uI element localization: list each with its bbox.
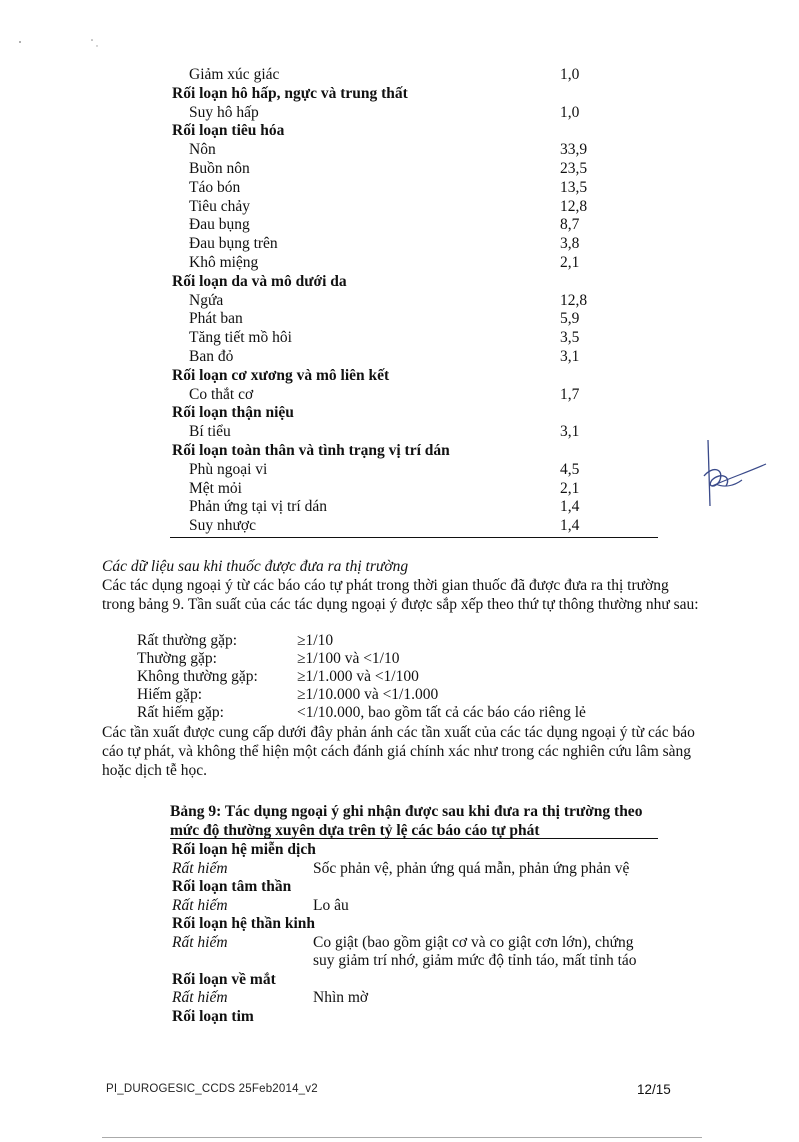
table-row <box>170 860 660 879</box>
frequency-label: Rất hiếm <box>172 859 228 877</box>
effect-label: Giảm xúc giác <box>189 66 280 83</box>
table-row <box>170 517 656 536</box>
frequency-label: Rất hiếm gặp: <box>137 704 224 721</box>
frequency-range: ≥1/100 và <1/10 <box>297 650 400 667</box>
category-heading: Rối loạn da và mô dưới da <box>172 272 347 290</box>
effect-label: Nôn <box>189 141 216 159</box>
effect-label: Suy nhược <box>189 517 256 535</box>
table-row <box>170 160 656 179</box>
frequency-label: Rất hiếm <box>172 933 228 951</box>
effect-frequency-value: 12,8 <box>560 291 588 309</box>
effect-frequency-value: 2,1 <box>560 479 580 497</box>
category-heading: Rối loạn về mắt <box>172 970 276 988</box>
effect-label: Đau bụng <box>189 216 250 234</box>
frequency-note-paragraph: Các tần xuất được cung cấp dưới đây phản ánh các tần xuất của các tác dụng ngoại ý từ các báo cáo tự phát, và không thể hiện một cách đánh giá chính xác như trong các nghiên cứu lâm sàng hoặc dịch tễ học. <box>102 724 695 779</box>
effect-frequency-value: 3,1 <box>560 423 580 441</box>
effect-description: Lo âu <box>313 896 349 914</box>
table-row <box>170 934 660 971</box>
frequency-label: Rất thường gặp: <box>137 632 238 649</box>
effect-label: Tiêu chảy <box>189 197 250 215</box>
effect-frequency-value: 1,0 <box>560 66 580 83</box>
post-marketing-title: Các dữ liệu sau khi thuốc được đưa ra thị trường <box>102 558 409 575</box>
category-heading: Rối loạn tim <box>172 1007 254 1025</box>
effect-description: Nhìn mờ <box>313 989 369 1006</box>
category-heading: Rối loạn tiêu hóa <box>172 122 285 140</box>
table-row <box>170 104 656 123</box>
scan-specks <box>14 30 114 60</box>
bottom-scan-edge <box>102 1137 702 1138</box>
frequency-range: <1/10.000, bao gồm tất cả các báo cáo riêng lẻ <box>297 704 586 721</box>
effect-label: Đau bụng trên <box>189 235 278 253</box>
effect-frequency-value: 13,5 <box>560 178 588 196</box>
post-marketing-paragraph: Các tác dụng ngoại ý từ các báo cáo tự phát trong thời gian thuốc đã được đưa ra thị trường trong bảng 9. Tần suất của các tác dụng ngoại ý được sắp xếp theo thứ tự thông thường như sau: <box>102 577 699 613</box>
category-heading: Rối loạn thận niệu <box>172 404 294 422</box>
frequency-range: ≥1/10.000 và <1/1.000 <box>297 686 439 703</box>
table-row <box>170 216 656 235</box>
effect-label: Táo bón <box>189 178 241 196</box>
effect-label: Ban đỏ <box>189 347 234 365</box>
category-heading: Rối loạn hệ thần kinh <box>172 915 315 932</box>
effect-label: Tăng tiết mồ hôi <box>189 329 292 347</box>
category-heading: Rối loạn cơ xương và mô liên kết <box>172 366 390 384</box>
frequency-label: Thường gặp: <box>137 650 217 667</box>
effect-frequency-value: 12,8 <box>560 197 588 215</box>
frequency-label: Rất hiếm <box>172 989 228 1006</box>
table-row <box>170 329 656 348</box>
effect-label: Ngứa <box>189 291 224 309</box>
table-row <box>170 386 656 405</box>
effect-frequency-value: 3,5 <box>560 329 580 347</box>
effect-frequency-value: 4,5 <box>560 460 580 478</box>
category-heading: Rối loạn hô hấp, ngực và trung thất <box>172 84 408 102</box>
table-row <box>170 310 656 329</box>
table-row <box>170 498 656 517</box>
category-heading: Rối loạn toàn thân và tình trạng vị trí dán <box>172 441 450 459</box>
effect-label: Suy hô hấp <box>189 103 259 121</box>
effect-frequency-value: 5,9 <box>560 310 580 328</box>
table-9-caption: Bảng 9: Tác dụng ngoại ý ghi nhận được sau khi đưa ra thị trường theo mức độ thường xuyên dựa trên tỷ lệ các báo cáo tự phát <box>170 803 643 839</box>
table-row <box>170 989 660 1008</box>
frequency-label: Hiếm gặp: <box>137 686 202 703</box>
table-row <box>170 423 656 442</box>
table-row <box>170 179 656 198</box>
effect-label: Phù ngoại vi <box>189 460 268 478</box>
effect-frequency-value: 3,1 <box>560 347 580 365</box>
adverse-effects-table-8 <box>170 66 656 538</box>
table-row <box>170 348 656 367</box>
category-heading: Rối loạn tâm thần <box>172 878 292 895</box>
table-row <box>170 461 656 480</box>
effect-label: Mệt mỏi <box>189 479 242 497</box>
footer-document-id: PI_DUROGESIC_CCDS 25Feb2014_v2 <box>106 1083 318 1095</box>
effect-label: Bí tiểu <box>189 423 231 441</box>
table-row <box>170 897 660 916</box>
effect-frequency-value: 2,1 <box>560 253 580 271</box>
frequency-label: Không thường gặp: <box>137 668 258 685</box>
category-heading: Rối loạn hệ miễn dịch <box>172 841 316 858</box>
effect-frequency-value: 3,8 <box>560 235 580 253</box>
handwritten-signature <box>690 436 770 514</box>
effect-label: Buồn nôn <box>189 159 250 177</box>
table-row <box>170 254 656 273</box>
effect-frequency-value: 1,0 <box>560 103 580 121</box>
frequency-range: ≥1/1.000 và <1/100 <box>297 668 419 685</box>
frequency-range: ≥1/10 <box>297 632 334 649</box>
table-row <box>170 66 656 85</box>
table-8-bottom-rule <box>170 537 658 538</box>
footer-page-number: 12/15 <box>637 1082 671 1097</box>
effect-frequency-value: 33,9 <box>560 141 588 159</box>
effect-label: Khô miệng <box>189 253 259 271</box>
table-row <box>170 235 656 254</box>
frequency-label: Rất hiếm <box>172 896 228 914</box>
table-9-rule <box>170 838 658 839</box>
effect-frequency-value: 1,7 <box>560 385 580 403</box>
effect-description: Co giật (bao gồm giật cơ và co giật cơn lớn), chứng suy giảm trí nhớ, giảm mức độ tỉnh táo, mất tỉnh táo <box>313 933 637 969</box>
effect-label: Phát ban <box>189 310 243 328</box>
effect-description: Sốc phản vệ, phản ứng quá mẫn, phản ứng phản vệ <box>313 859 630 877</box>
adverse-effects-table-9 <box>170 841 660 1026</box>
effect-label: Phản ứng tại vị trí dán <box>189 498 327 516</box>
effect-frequency-value: 23,5 <box>560 159 588 177</box>
effect-frequency-value: 1,4 <box>560 498 580 516</box>
table-row <box>170 141 656 160</box>
table-row <box>170 292 656 311</box>
effect-frequency-value: 1,4 <box>560 517 580 535</box>
table-row <box>170 198 656 217</box>
effect-label: Co thắt cơ <box>189 385 254 403</box>
effect-frequency-value: 8,7 <box>560 216 580 234</box>
table-row <box>170 480 656 499</box>
